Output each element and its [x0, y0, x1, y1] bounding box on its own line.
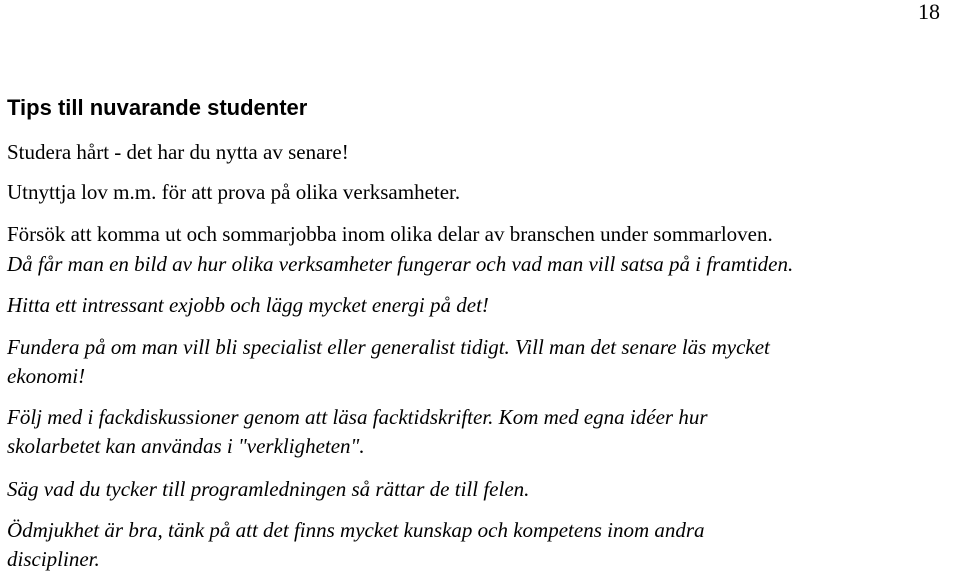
tip-line: Hitta ett intressant exjobb och lägg mycket energi på det!: [7, 293, 489, 317]
page-title: Tips till nuvarande studenter: [7, 95, 308, 120]
tip-line: Säg vad du tycker till programledningen så rättar de till felen.: [7, 477, 530, 501]
tip-line: Följ med i fackdiskussioner genom att läsa facktidskrifter. Kom med egna idéer hur: [7, 405, 708, 429]
tip-line: Studera hårt - det har du nytta av senare!: [7, 140, 349, 164]
tip-line: skolarbetet kan användas i "verkligheten".: [7, 434, 365, 458]
tip-line: Försök att komma ut och sommarjobba inom olika delar av branschen under sommarloven.: [7, 222, 773, 246]
tip-line: ekonomi!: [7, 364, 86, 388]
tip-line: Utnyttja lov m.m. för att prova på olika verksamheter.: [7, 180, 461, 204]
tip-line: Fundera på om man vill bli specialist eller generalist tidigt. Vill man det senare läs mycket: [7, 335, 770, 359]
tip-line: Ödmjukhet är bra, tänk på att det finns mycket kunskap och kompetens inom andra: [7, 518, 705, 542]
tip-line: discipliner.: [7, 547, 100, 571]
page-number: 18: [918, 0, 940, 24]
tip-line: Då får man en bild av hur olika verksamheter fungerar och vad man vill satsa på i framtiden.: [7, 252, 794, 276]
